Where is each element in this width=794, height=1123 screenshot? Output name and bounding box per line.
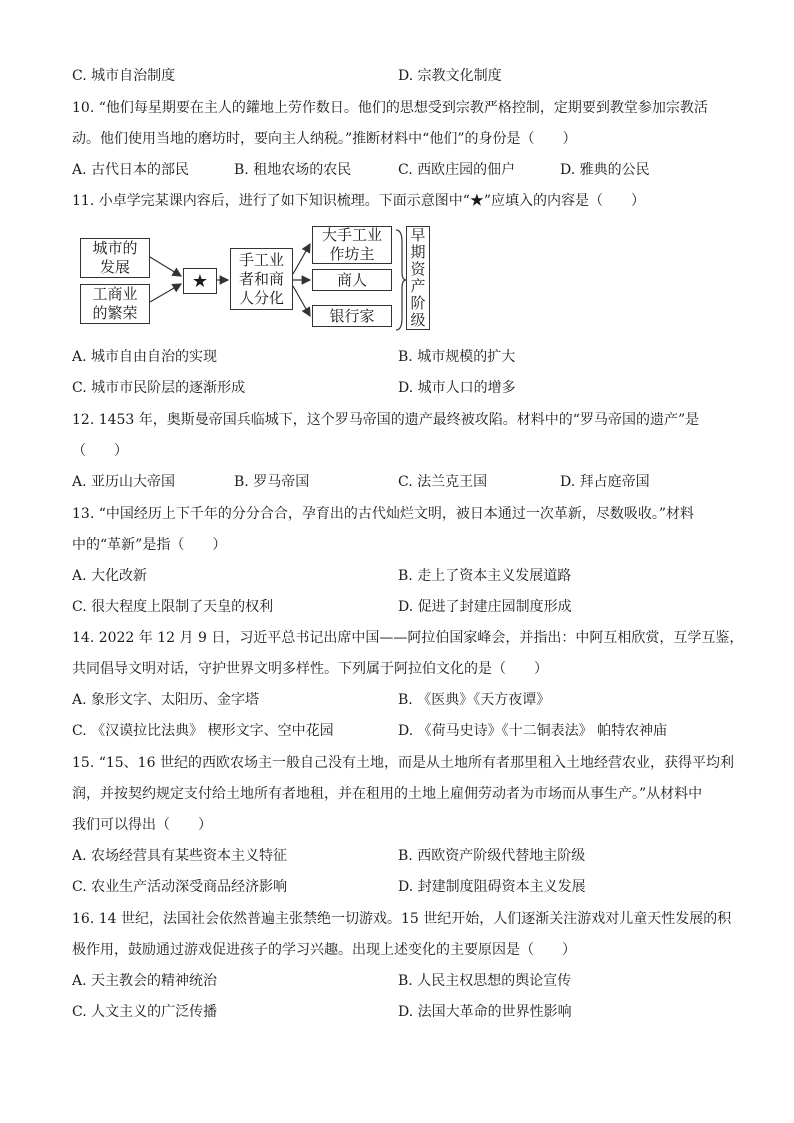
q14-option-b: B. 《医典》《天方夜谭》 xyxy=(398,692,551,708)
q14-stem-line2: 共同倡导文明对话，守护世界文明多样性。下列属于阿拉伯文化的是（ ） xyxy=(72,661,548,677)
q12-option-b: B. 罗马帝国 xyxy=(234,474,310,490)
q11-option-c: C. 城市市民阶层的逐渐形成 xyxy=(72,380,246,396)
q11-option-a: A. 城市自由自治的实现 xyxy=(72,349,218,365)
knowledge-diagram xyxy=(78,224,438,334)
arrow-city-to-star xyxy=(150,257,181,276)
q12-option-a: A. 亚历山大帝国 xyxy=(72,474,176,490)
arrow-to-banker xyxy=(293,286,310,316)
box-city-development: 城市的 发展 xyxy=(80,238,150,278)
q16-stem-line2: 极作用，鼓励通过游戏促进孩子的学习兴趣。出现上述变化的主要原因是（ ） xyxy=(72,942,576,958)
q12-stem-line1: 12. 1453 年，奥斯曼帝国兵临城下，这个罗马帝国的遗产最终被攻陷。材料中的“罗马帝国的遗产”是 xyxy=(72,412,700,428)
q12-stem-line2: （ ） xyxy=(72,443,128,459)
q16-option-d: D. 法国大革命的世界性影响 xyxy=(398,1004,572,1020)
q14-option-a: A. 象形文字、太阳历、金字塔 xyxy=(72,692,260,708)
q10-option-a: A. 古代日本的部民 xyxy=(72,162,190,178)
q15-option-c: C. 农业生产活动深受商品经济影响 xyxy=(72,879,288,895)
q16-option-b: B. 人民主权思想的舆论宣传 xyxy=(398,973,572,989)
q15-stem-line1: 15. “15、16 世纪的西欧农场主一般自己没有土地，而是从土地所有者那里租入土地经营农业，获得平均利 xyxy=(72,755,734,771)
q10-stem-line2: 动。他们使用当地的磨坊时，要向主人纳税。”推断材料中“他们”的身份是（ ） xyxy=(72,131,577,147)
q10-option-c: C. 西欧庄园的佃户 xyxy=(398,162,516,178)
q14-option-c: C. 《汉谟拉比法典》 楔形文字、空中花园 xyxy=(72,723,334,739)
q11-option-d: D. 城市人口的增多 xyxy=(398,380,516,396)
box-merchant: 商人 xyxy=(312,269,392,291)
q13-stem-line2: 中的“革新”是指（ ） xyxy=(72,537,227,553)
q9-option-c: C. 城市自治制度 xyxy=(72,68,176,84)
q13-stem-line1: 13. “中国经历上下千年的分分合合，孕育出的古代灿烂文明，被日本通过一次革新，尽数吸收。”材料 xyxy=(72,506,695,522)
q14-stem-line1: 14. 2022 年 12 月 9 日，习近平总书记出席中国——阿拉伯国家峰会，并指出：中阿互相欣赏，互学互鉴， xyxy=(72,630,744,646)
q15-option-b: B. 西欧资产阶级代替地主阶级 xyxy=(398,848,586,864)
q13-option-b: B. 走上了资本主义发展道路 xyxy=(398,568,572,584)
box-commerce-prosperity: 工商业 的繁荣 xyxy=(80,284,150,324)
arrow-commerce-to-star xyxy=(150,284,181,302)
q11-option-b: B. 城市规模的扩大 xyxy=(398,349,516,365)
q15-stem-line2: 润，并按契约规定支付给土地所有者地租，并在租用的土地上雇佣劳动者为市场而从事生产。”从材料中 xyxy=(72,786,703,802)
q12-option-d: D. 拜占庭帝国 xyxy=(560,474,650,490)
q10-option-b: B. 租地农场的农民 xyxy=(234,162,352,178)
q16-option-c: C. 人文主义的广泛传播 xyxy=(72,1004,218,1020)
arrow-to-workshop xyxy=(293,244,310,274)
q15-option-d: D. 封建制度阻碍资本主义发展 xyxy=(398,879,586,895)
q9-option-d: D. 宗教文化制度 xyxy=(398,68,502,84)
box-star: ★ xyxy=(183,268,217,294)
q15-stem-line3: 我们可以得出（ ） xyxy=(72,817,212,833)
q13-option-d: D. 促进了封建庄园制度形成 xyxy=(398,599,572,615)
q15-option-a: A. 农场经营具有某些资本主义特征 xyxy=(72,848,288,864)
q13-option-a: A. 大化改新 xyxy=(72,568,148,584)
q11-stem: 11. 小卓学完某课内容后，进行了如下知识梳理。下面示意图中“★”应填入的内容是（ ） xyxy=(72,193,646,209)
q14-option-d: D. 《荷马史诗》《十二铜表法》 帕特农神庙 xyxy=(398,723,668,739)
q10-stem-line1: 10. “他们每星期要在主人的鑵地上劳作数日。他们的思想受到宗教严格控制，定期要到教堂参加宗教活 xyxy=(72,100,708,116)
q16-stem-line1: 16. 14 世纪，法国社会依然普遍主张禁绝一切游戏。15 世纪开始，人们逐渐关注游戏对儿童天性发展的积 xyxy=(72,911,732,927)
q12-option-c: C. 法兰克王国 xyxy=(398,474,488,490)
q16-option-a: A. 天主教会的精神统治 xyxy=(72,973,218,989)
box-banker: 银行家 xyxy=(312,305,392,327)
q10-option-d: D. 雅典的公民 xyxy=(560,162,650,178)
box-workshop-owner: 大手工业 作坊主 xyxy=(312,226,392,264)
q13-option-c: C. 很大程度上限制了天皇的权利 xyxy=(72,599,274,615)
box-early-bourgeoisie: 早 期 资 产 阶 级 xyxy=(406,226,430,330)
brace xyxy=(396,230,406,330)
box-artisans-merchants-split: 手工业 者和商 人分化 xyxy=(230,248,293,310)
